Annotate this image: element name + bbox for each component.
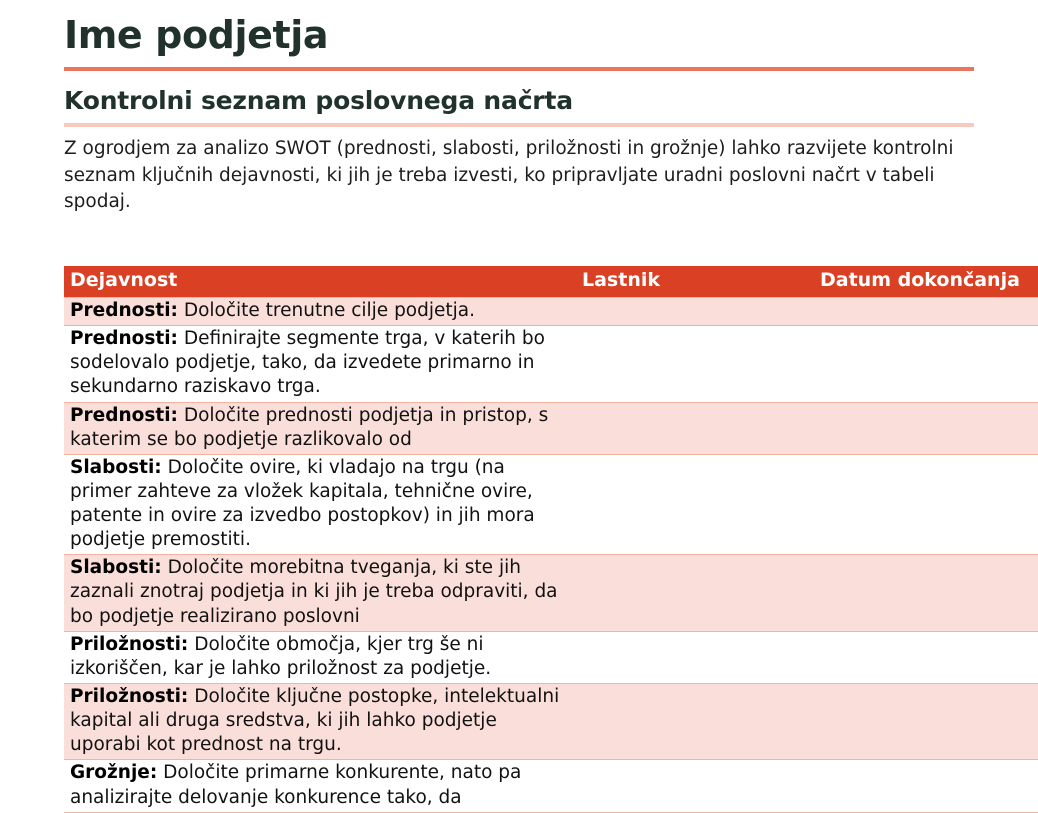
table-header-row <box>64 266 1038 297</box>
activity-category-label: Prednosti: <box>70 299 178 321</box>
activity-description: Določite prednosti podjetja in pristop, s katerim se bo podjetje razlikovalo od <box>70 404 549 450</box>
cell-activity[interactable] <box>64 631 576 683</box>
cell-completion-date[interactable] <box>814 760 1038 812</box>
intro-paragraph: Z ogrodjem za analizo SWOT (prednosti, slabosti, priložnosti in grožnje) lahko razvijete kontrolni seznam ključnih dejavnosti, ki jih je treba izvesti, ko pripravljate uradni poslovni načrt v tabeli spodaj. <box>64 138 954 212</box>
cell-completion-date[interactable] <box>814 326 1038 402</box>
table-row[interactable] <box>64 760 1038 812</box>
column-header-completion-date[interactable]: Datum dokončanja <box>814 266 1038 297</box>
cell-activity[interactable] <box>64 326 576 402</box>
activity-category-label: Priložnosti: <box>70 633 189 655</box>
cell-completion-date[interactable] <box>814 402 1038 454</box>
checklist-table <box>64 266 1038 813</box>
activity-category-label: Grožnje: <box>70 762 158 784</box>
activity-description: Določite primarne konkurente, nato pa analizirajte delovanje konkurence tako, da <box>70 762 522 808</box>
table-row[interactable] <box>64 326 1038 402</box>
table-header <box>64 266 1038 297</box>
table-row[interactable] <box>64 684 1038 760</box>
cell-completion-date[interactable] <box>814 297 1038 325</box>
activity-description: Definirajte segmente trga, v katerih bo sodelovalo podjetje, tako, da izvedete primarno in sekundarno raziskavo trga. <box>70 328 545 398</box>
cell-owner[interactable] <box>576 326 814 402</box>
section-divider-light <box>64 123 974 127</box>
table-body <box>64 297 1038 812</box>
cell-owner[interactable] <box>576 631 814 683</box>
activity-category-label: Slabosti: <box>70 557 162 579</box>
company-title: Ime podjetja <box>64 13 329 57</box>
activity-description: Določite ključne postopke, intelektualni kapital ali druga sredstva, ki jih lahko podjetje uporabi kot prednost na trgu. <box>70 686 560 756</box>
document-header <box>0 0 1038 215</box>
cell-activity[interactable] <box>64 402 576 454</box>
cell-completion-date[interactable] <box>814 454 1038 555</box>
cell-activity[interactable] <box>64 297 576 325</box>
activity-description: Določite morebitna tveganja, ki ste jih zaznali znotraj podjetja in ki jih je treba odpraviti, da bo podjetje realizirano poslovni <box>70 557 558 627</box>
cell-owner[interactable] <box>576 555 814 631</box>
cell-activity[interactable] <box>64 684 576 760</box>
cell-completion-date[interactable] <box>814 631 1038 683</box>
table-row[interactable] <box>64 297 1038 325</box>
title-divider-strong <box>64 67 974 71</box>
cell-owner[interactable] <box>576 402 814 454</box>
column-header-activity[interactable]: Dejavnost <box>64 266 576 297</box>
table-row[interactable] <box>64 402 1038 454</box>
activity-category-label: Prednosti: <box>70 328 178 350</box>
cell-owner[interactable] <box>576 454 814 555</box>
activity-category-label: Prednosti: <box>70 404 178 426</box>
cell-activity[interactable] <box>64 555 576 631</box>
activity-category-label: Slabosti: <box>70 456 162 478</box>
cell-completion-date[interactable] <box>814 555 1038 631</box>
activity-description: Določite trenutne cilje podjetja. <box>177 299 476 321</box>
table-row[interactable] <box>64 555 1038 631</box>
cell-activity[interactable] <box>64 454 576 555</box>
activity-description: Določite ovire, ki vladajo na trgu (na primer zahteve za vložek kapitala, tehnične ovire, patente in ovire za izvedbo postopkov) in jih mora podjetje premostiti. <box>70 456 535 551</box>
activity-category-label: Priložnosti: <box>70 686 189 708</box>
column-header-owner[interactable]: Lastnik <box>576 266 814 297</box>
table-row[interactable] <box>64 454 1038 555</box>
cell-owner[interactable] <box>576 760 814 812</box>
activity-description: Določite območja, kjer trg še ni izkoriščen, kar je lahko priložnost za podjetje. <box>70 633 492 679</box>
table-row[interactable] <box>64 631 1038 683</box>
checklist-table-container <box>0 266 1038 813</box>
cell-activity[interactable] <box>64 760 576 812</box>
cell-owner[interactable] <box>576 684 814 760</box>
cell-owner[interactable] <box>576 297 814 325</box>
section-title: Kontrolni seznam poslovnega načrta <box>64 85 573 115</box>
cell-completion-date[interactable] <box>814 684 1038 760</box>
